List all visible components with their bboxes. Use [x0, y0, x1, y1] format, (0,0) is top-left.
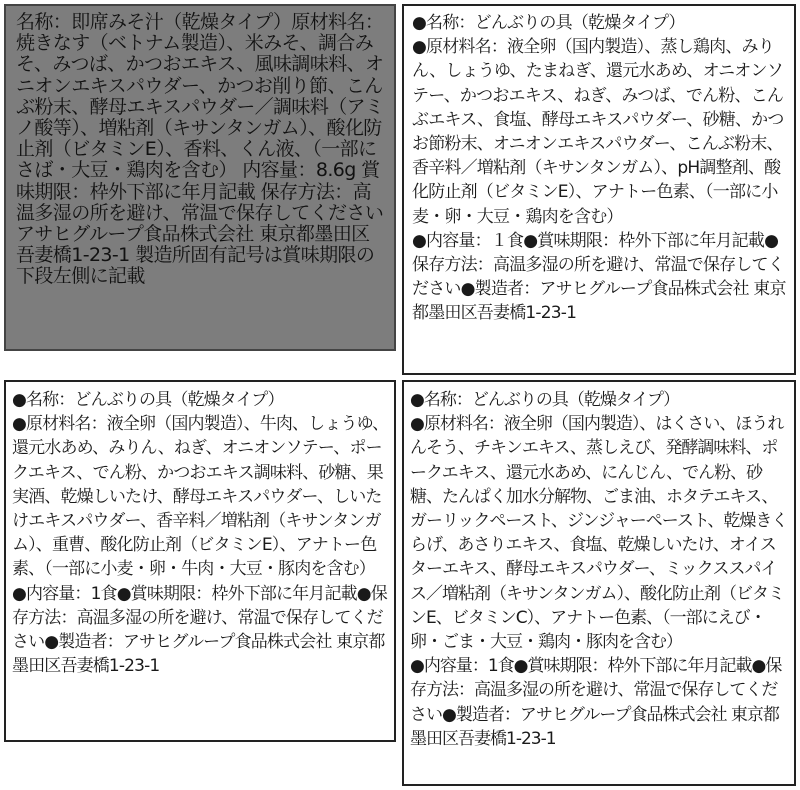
- miso-soup-label-text: 名称：即席みそ汁（乾燥タイプ）原材料名：焼きなす（ベトナム製造）、米みそ、調合みそ、みつば、かつおエキス、風味調味料、オニオンエキスパウダー、かつお削り節、こんぶ粉末、酵母エキスパウダー／調味料（アミノ酸等）、増粘剤（キサンタンガム）、酸化防止剤（ビタミンE）、香料、くん液、（一部にさば・大豆・鶏肉を含む） 内容量：8.6g 賞味期限：枠外下部に年月記載 保存方法：高温多湿の所を避け、常温で保存してください アサヒグループ食品株式会社 東京都墨田区吾妻橋1-23-1 製造所固有記号は賞味期限の下段左側に記載: [16, 11, 384, 288]
- product-name: ●名称：どんぶりの具（乾燥タイプ）: [12, 390, 284, 410]
- chinese-bowl-label-panel: [402, 380, 796, 786]
- product-details: ●内容量：１食●賞味期限：枠外下部に年月記載●保存方法：高温多湿の所を避け、常温で保存してください●製造者：アサヒグループ食品株式会社 東京都墨田区吾妻橋1-23-1: [412, 230, 786, 324]
- miso-soup-label-panel: [4, 4, 396, 351]
- ingredients-text: ●原材料名：液全卵（国内製造）、蒸し鶏肉、みりん、しょうゆ、たまねぎ、還元水あめ、オニオンソテー、かつおエキス、ねぎ、みつば、でん粉、こんぶエキス、食塩、酵母エキスパウダー、砂糖、かつお節粉末、オニオンエキスパウダー、こんぶ粉末、香辛料／増粘剤（キサンタンガム）、pH調整剤、酸化防止剤（ビタミンE）、アナトー色素、（一部に小麦・卵・大豆・鶏肉を含む）: [412, 37, 784, 227]
- product-name: ●名称：どんぶりの具（乾燥タイプ）: [412, 13, 685, 33]
- chicken-egg-bowl-label-panel: [402, 4, 796, 375]
- product-name: ●名称：どんぶりの具（乾燥タイプ）: [410, 390, 680, 410]
- beef-egg-bowl-label-panel: [4, 380, 396, 742]
- ingredients-text: ●原材料名：液全卵（国内製造）、はくさい、ほうれんそう、チキンエキス、蒸しえび、発酵調味料、ポークエキス、還元水あめ、にんじん、でん粉、砂糖、たんぱく加水分解物、ごま油、ホタテエキス、ガーリックペースト、ジンジャーペースト、乾燥きくらげ、あさりエキス、食塩、乾燥しいたけ、オイスターエキス、酵母エキスパウダー、ミックススパイス／増粘剤（キサンタンガム）、酸化防止剤（ビタミンE、ビタミンC）、アナトー色素、（一部にえび・卵・ごま・大豆・鶏肉・豚肉を含む）: [410, 414, 788, 653]
- product-details: ●内容量：1食●賞味期限：枠外下部に年月記載●保存方法：高温多湿の所を避け、常温で保存してください●製造者：アサヒグループ食品株式会社 東京都墨田区吾妻橋1-23-1: [410, 656, 782, 749]
- ingredients-text: ●原材料名：液全卵（国内製造）、牛肉、しょうゆ、還元水あめ、みりん、ねぎ、オニオンソテー、ポークエキス、でん粉、かつおエキス調味料、砂糖、果実酒、乾燥しいたけ、酵母エキスパウダー、しいたけエキスパウダー、香辛料／増粘剤（キサンタンガム）、重曹、酸化防止剤（ビタミンE）、アナトー色素、（一部に小麦・卵・牛肉・大豆・豚肉を含む）: [12, 414, 389, 580]
- product-details: ●内容量：1食●賞味期限：枠外下部に年月記載●保存方法：高温多湿の所を避け、常温で保存してください●製造者：アサヒグループ食品株式会社 東京都墨田区吾妻橋1-23-1: [12, 583, 387, 677]
